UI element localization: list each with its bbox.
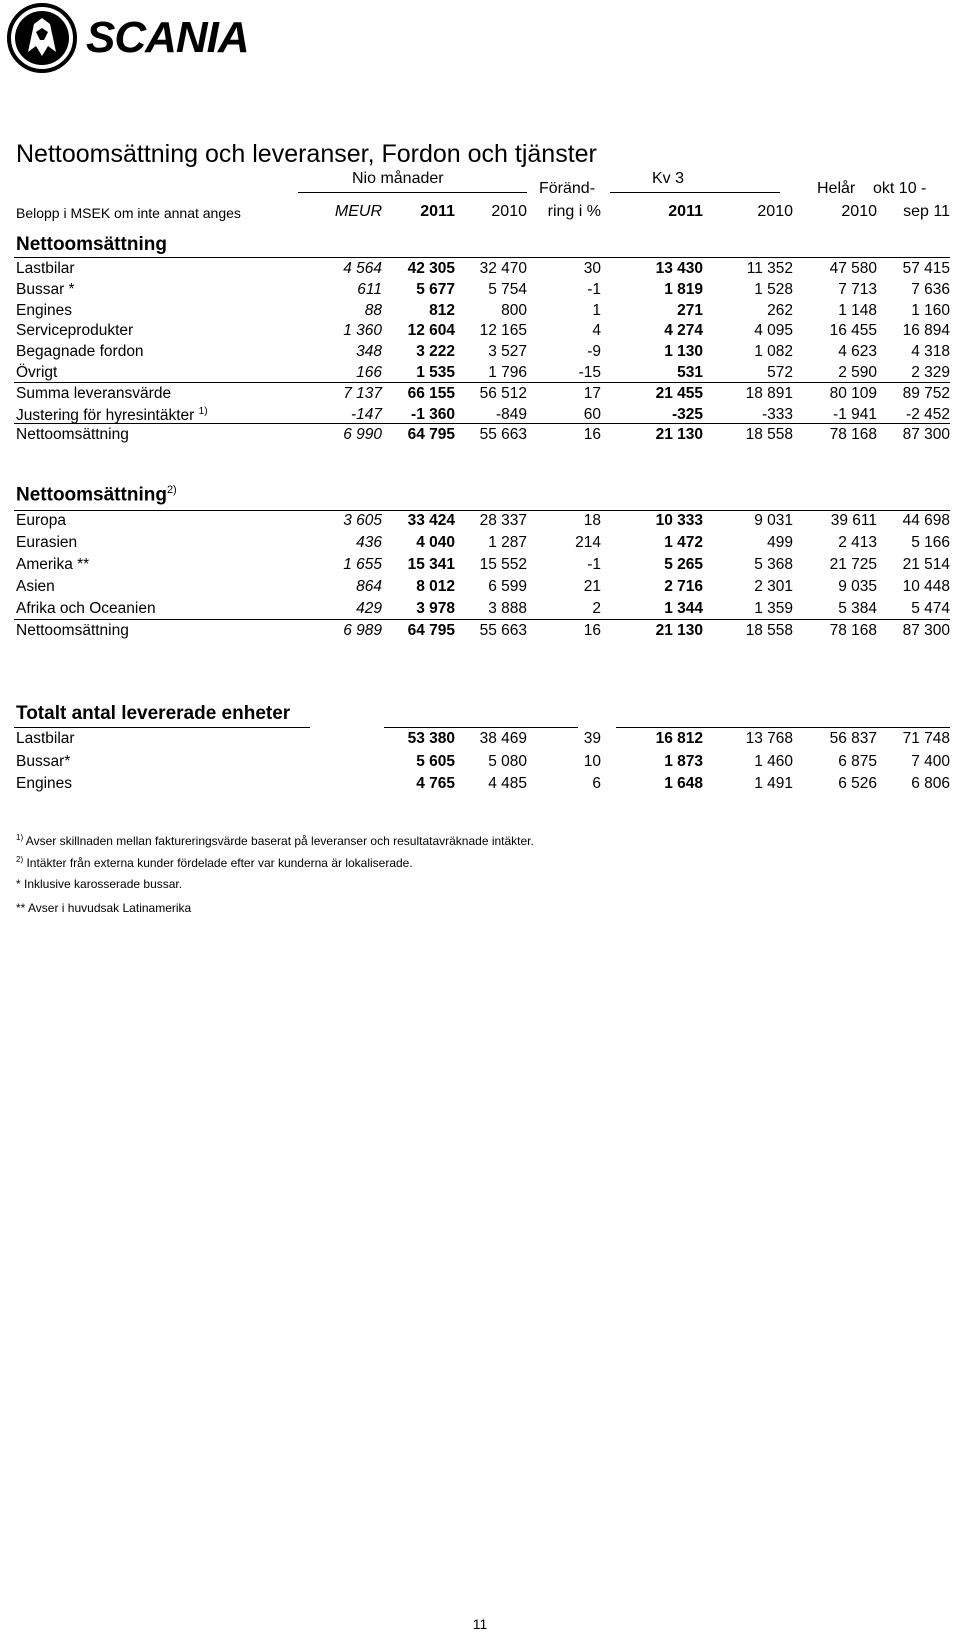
- table-cell: 4 485: [488, 775, 527, 792]
- table-cell: -9: [587, 343, 601, 361]
- table-cell: 88: [364, 301, 382, 319]
- table-cell: 21 130: [655, 622, 703, 639]
- table-cell: 9 031: [754, 512, 793, 529]
- griffin-emblem-icon: [4, 2, 80, 74]
- table-row: [14, 320, 950, 342]
- table-row: [14, 728, 950, 750]
- table-cell: 1 160: [911, 301, 950, 319]
- table-row: [14, 620, 950, 642]
- table-cell: 78 168: [829, 622, 877, 639]
- table-cell: 6 526: [838, 775, 877, 792]
- table-cell: 18 558: [745, 622, 793, 639]
- table-cell: 7 137: [343, 384, 382, 402]
- row-label-text: Bussar *: [16, 280, 75, 298]
- table-cell: -1: [587, 280, 601, 298]
- footnote-1-marker: 1): [16, 833, 24, 842]
- row-label: [16, 426, 129, 444]
- table-cell: 71 748: [902, 730, 950, 747]
- table-cell: 1 460: [754, 752, 793, 770]
- table-row: [14, 404, 950, 426]
- row-label-text: Serviceprodukter: [16, 322, 134, 340]
- table-cell: 5 384: [838, 600, 877, 617]
- row-label-text: Nettoomsättning: [16, 622, 129, 639]
- table-cell: 64 795: [407, 622, 455, 639]
- footnote-1: [16, 833, 534, 848]
- table-cell: 1 082: [754, 343, 793, 361]
- table-cell: 57 415: [902, 260, 950, 277]
- row-label: [16, 556, 89, 574]
- table-row: [14, 424, 950, 446]
- header-2011-nine-months: 2011: [420, 203, 455, 220]
- table-cell: 42 305: [407, 260, 455, 277]
- table-cell: 166: [356, 364, 382, 381]
- table-cell: 39 611: [830, 512, 877, 529]
- table-cell: 3 527: [488, 343, 527, 361]
- table-cell: 44 698: [902, 512, 950, 529]
- table-cell: 6 990: [343, 426, 382, 444]
- table-cell: 1 344: [664, 600, 703, 617]
- section-title-levererade-enheter: Totalt antal levererade enheter: [16, 703, 291, 724]
- table-cell: 13 768: [745, 730, 793, 747]
- header-helar-line2: 2010: [841, 203, 877, 220]
- section-title-nettoomsattning: Nettoomsättning: [16, 234, 167, 255]
- header-rule-nio: [298, 192, 527, 193]
- row-label-text: Europa: [16, 512, 66, 529]
- table-cell: 2 301: [754, 578, 793, 595]
- row-footnote-marker: 1): [198, 405, 208, 417]
- row-label-text: Begagnade fordon: [16, 343, 144, 361]
- table-cell: 7 400: [911, 752, 950, 770]
- table-cell: 16: [583, 622, 601, 639]
- row-label: [16, 260, 75, 278]
- table-row: [14, 751, 950, 773]
- table-row: [14, 341, 950, 363]
- table-cell: 16 894: [902, 322, 950, 340]
- table-row: [14, 258, 950, 280]
- table-cell: 1 655: [343, 556, 382, 573]
- row-label: [16, 578, 55, 596]
- table-cell: 1 148: [838, 301, 877, 319]
- table-cell: 6 806: [911, 775, 950, 792]
- table-cell: 436: [356, 534, 382, 551]
- table-cell: 572: [767, 364, 793, 381]
- table-cell: 6: [592, 775, 601, 792]
- table-cell: 8 012: [416, 578, 455, 595]
- row-label: [16, 406, 208, 425]
- row-label: [16, 775, 72, 793]
- table-cell: -2 452: [906, 405, 950, 423]
- table-cell: 5 265: [664, 556, 703, 573]
- row-label-text: Bussar*: [16, 752, 71, 770]
- table-cell: 87 300: [902, 426, 950, 444]
- table-cell: 66 155: [407, 384, 455, 402]
- footnote-2: [16, 855, 413, 870]
- table-cell: 4 623: [838, 343, 877, 361]
- table-cell: 1 359: [754, 600, 793, 617]
- table-cell: 78 168: [829, 426, 877, 444]
- table-cell: 5 754: [488, 280, 527, 298]
- table-cell: 15 341: [407, 556, 455, 573]
- table-cell: 10: [583, 752, 601, 770]
- page-title: Nettoomsättning och leveranser, Fordon och tjänster: [16, 140, 597, 168]
- table-cell: 262: [767, 301, 793, 319]
- table-cell: 1 130: [664, 343, 703, 361]
- table-cell: 611: [357, 280, 382, 298]
- table-cell: 47 580: [829, 260, 877, 277]
- table-cell: 28 337: [479, 512, 527, 529]
- logo-wordmark: SCANIA: [86, 13, 249, 62]
- table-row: [14, 554, 950, 576]
- header-nio-manader: Nio månader: [352, 170, 444, 187]
- table-cell: 5 166: [911, 534, 950, 551]
- footnote-2-marker: 2): [16, 855, 24, 864]
- table-cell: -1 941: [833, 405, 877, 423]
- header-okt-line1: okt 10 -: [873, 180, 927, 197]
- table-cell: 55 663: [479, 622, 527, 639]
- table-row: [14, 598, 950, 620]
- table-cell: 30: [583, 260, 601, 277]
- table-cell: -1 360: [411, 405, 455, 423]
- table-cell: 10 448: [902, 578, 950, 595]
- row-label: [16, 753, 70, 771]
- table-cell: 33 424: [407, 512, 455, 529]
- table-cell: 1 360: [343, 322, 382, 340]
- table-cell: 13 430: [655, 260, 703, 277]
- header-2010-q3: 2010: [757, 203, 793, 220]
- scania-logo: [4, 2, 249, 74]
- section2-title-text: Nettoomsättning: [16, 484, 167, 506]
- header-okt-line2: sep 11: [903, 203, 950, 220]
- table-row: [14, 532, 950, 554]
- header-2011-q3: 2011: [668, 203, 703, 220]
- table-cell: 2: [592, 600, 601, 617]
- row-label-text: Lastbilar: [16, 730, 75, 747]
- table-cell: 5 474: [911, 600, 950, 617]
- table-row: [14, 300, 950, 322]
- table-cell: 1 873: [664, 752, 703, 770]
- row-label: [16, 343, 144, 361]
- table-cell: 531: [677, 364, 703, 381]
- table-cell: 11 352: [746, 260, 793, 277]
- table-cell: 499: [767, 534, 793, 551]
- section2-footnote-marker: 2): [166, 484, 177, 496]
- table-cell: 89 752: [902, 384, 950, 402]
- row-label: [16, 281, 75, 299]
- row-label: [16, 730, 75, 748]
- table-cell: 12 165: [479, 322, 527, 340]
- table-cell: -147: [350, 405, 382, 423]
- row-label-text: Justering för hyresintäkter: [16, 406, 195, 424]
- table-cell: 9 035: [838, 578, 877, 595]
- row-label-text: Nettoomsättning: [16, 426, 129, 444]
- table-cell: 271: [677, 301, 703, 319]
- table-cell: 32 470: [479, 260, 527, 277]
- footnote-2-text: Intäkter från externa kunder fördelade efter var kunderna är lokaliserade.: [26, 856, 413, 870]
- table-cell: 55 663: [479, 426, 527, 444]
- header-kv3: Kv 3: [652, 170, 685, 187]
- header-forand-line1: Föränd-: [539, 180, 596, 197]
- table-row: [14, 510, 950, 532]
- table-cell: -849: [495, 405, 527, 423]
- table-cell: 7 636: [911, 280, 950, 298]
- table-cell: 6 989: [343, 622, 382, 639]
- row-label-text: Engines: [16, 301, 73, 319]
- table-cell: 1 648: [664, 775, 703, 792]
- table-cell: 15 552: [479, 556, 527, 573]
- table-cell: 2 590: [838, 364, 877, 381]
- table-cell: -325: [671, 405, 703, 423]
- row-label-text: Amerika **: [16, 556, 90, 573]
- table-cell: 38 469: [479, 730, 527, 747]
- row-label-text: Lastbilar: [16, 260, 75, 277]
- table-cell: 64 795: [407, 426, 455, 444]
- table-cell: 4: [592, 322, 601, 340]
- row-label: [16, 364, 57, 382]
- table-cell: 10 333: [655, 512, 703, 529]
- table-cell: 5 605: [416, 752, 455, 770]
- table-cell: -15: [578, 364, 601, 381]
- table-cell: -333: [761, 405, 793, 423]
- table-cell: 3 888: [488, 600, 527, 617]
- row-label: [16, 512, 66, 530]
- header-helar-line1: Helår: [817, 180, 856, 197]
- footnote-4: ** Avser i huvudsak Latinamerika: [16, 901, 192, 915]
- table-cell: 17: [583, 384, 601, 402]
- row-label: [16, 385, 171, 403]
- table-cell: 812: [429, 301, 455, 319]
- table-cell: 348: [356, 343, 382, 361]
- table-row: [14, 279, 950, 301]
- row-label: [16, 600, 156, 618]
- header-belopp: Belopp i MSEK om inte annat anges: [16, 205, 241, 221]
- table-cell: 7 713: [838, 280, 877, 298]
- row-label: [16, 534, 77, 552]
- table-cell: 53 380: [407, 730, 455, 747]
- table-cell: 16 812: [655, 730, 703, 747]
- table-cell: 21: [583, 578, 601, 595]
- table-cell: 4 564: [343, 260, 382, 277]
- table-cell: 4 040: [416, 534, 455, 551]
- table-cell: 2 413: [838, 534, 877, 551]
- table-cell: 4 095: [754, 322, 793, 340]
- section-title-nettoomsattning-region: [16, 484, 177, 506]
- table-cell: 18 891: [745, 384, 793, 402]
- page-number: 11: [472, 1616, 488, 1632]
- table-cell: 1 796: [488, 364, 527, 381]
- row-label-text: Asien: [16, 578, 55, 595]
- table-cell: 87 300: [902, 622, 950, 639]
- table-row: [14, 576, 950, 598]
- header-forand-line2: ring i %: [547, 203, 601, 220]
- table-cell: 5 677: [416, 280, 455, 298]
- table-row: [14, 383, 950, 405]
- table-cell: 18: [583, 512, 601, 529]
- footnote-1-text: Avser skillnaden mellan faktureringsvärde baserat på leveranser och resultatavräknade intäkter.: [25, 834, 534, 848]
- table-cell: 1 535: [416, 364, 455, 381]
- table-cell: 5 080: [488, 752, 527, 770]
- row-label: [16, 322, 133, 340]
- table-cell: 80 109: [829, 384, 877, 402]
- table-cell: 4 274: [664, 322, 703, 340]
- table-cell: 4 318: [911, 343, 950, 361]
- header-2010-nine-months: 2010: [491, 203, 527, 220]
- table-cell: 3 978: [416, 600, 455, 617]
- table-cell: -1: [587, 556, 601, 573]
- table-cell: 4 765: [416, 775, 455, 792]
- table-cell: 429: [356, 600, 382, 617]
- row-label-text: Övrigt: [16, 364, 58, 381]
- table-cell: 6 875: [838, 752, 877, 770]
- table-cell: 1 819: [664, 280, 703, 298]
- header-meur: MEUR: [334, 203, 382, 220]
- table-cell: 21 455: [655, 384, 703, 402]
- table-cell: 5 368: [754, 556, 793, 573]
- table-cell: 56 837: [829, 730, 877, 747]
- table-cell: 3 222: [416, 343, 455, 361]
- table-cell: 39: [583, 730, 601, 747]
- table-cell: 2 716: [664, 578, 703, 595]
- table-cell: 18 558: [745, 426, 793, 444]
- table-cell: 800: [501, 301, 527, 319]
- row-label-text: Summa leveransvärde: [16, 384, 172, 402]
- table-cell: 21 514: [902, 556, 950, 573]
- table-cell: 2 329: [911, 364, 950, 381]
- table-cell: 214: [575, 534, 601, 551]
- table-row: [14, 773, 950, 795]
- row-label-text: Engines: [16, 775, 73, 792]
- row-label: [16, 302, 72, 320]
- table-row: [14, 362, 950, 384]
- table-cell: 864: [356, 578, 382, 595]
- table-cell: 1 528: [754, 280, 793, 298]
- table-cell: 1: [592, 301, 601, 319]
- footnote-3: * Inklusive karosserade bussar.: [16, 877, 183, 891]
- table-cell: 1 472: [664, 534, 703, 551]
- table-cell: 3 605: [343, 512, 382, 529]
- table-cell: 12 604: [407, 322, 455, 340]
- table-cell: 21 725: [829, 556, 877, 573]
- row-label: [16, 622, 129, 640]
- table-cell: 6 599: [488, 578, 527, 595]
- table-cell: 56 512: [479, 384, 527, 402]
- table-cell: 1 491: [754, 775, 793, 792]
- row-label-text: Afrika och Oceanien: [16, 600, 156, 617]
- header-rule-kv3: [610, 192, 780, 193]
- table-cell: 21 130: [655, 426, 703, 444]
- table-cell: 1 287: [488, 534, 527, 551]
- table-cell: 16: [583, 426, 601, 444]
- row-label-text: Eurasien: [16, 534, 78, 551]
- table-cell: 16 455: [829, 322, 877, 340]
- table-cell: 60: [583, 405, 601, 423]
